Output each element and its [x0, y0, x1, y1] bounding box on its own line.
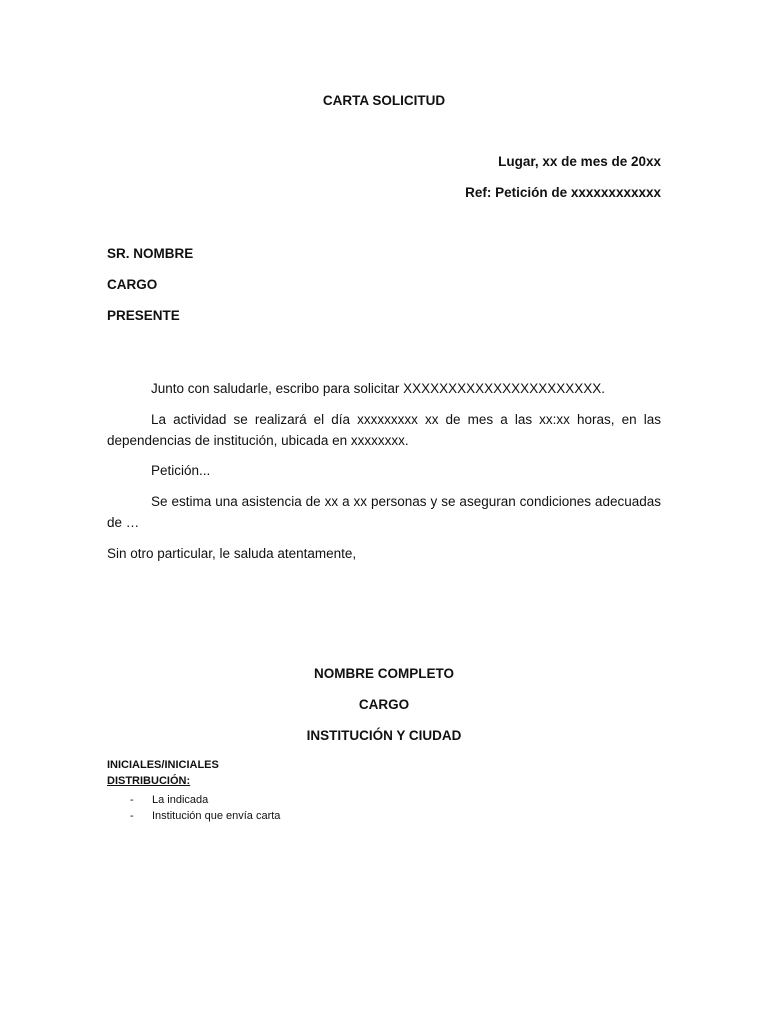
body-paragraph-1: Junto con saludarle, escribo para solicitar XXXXXXXXXXXXXXXXXXXXXX.: [151, 381, 605, 396]
signature-position: CARGO: [358, 697, 410, 712]
closing-line: Sin otro particular, le saluda atentamente,: [107, 546, 357, 561]
initials: INICIALES/INICIALES: [107, 759, 219, 771]
distribution-label: DISTRIBUCIÓN:: [107, 775, 191, 787]
body-paragraph-2: La actividad se realizará el día xxxxxxxxx xx de mes a las xx:xx horas, en las dependencias de institución, ubicada en xxxxxxxx.: [107, 412, 661, 448]
recipient-name: SR. NOMBRE: [107, 246, 194, 261]
recipient-greeting: PRESENTE: [107, 308, 180, 323]
list-bullet: -: [130, 794, 134, 806]
recipient-position: CARGO: [107, 277, 158, 292]
distribution-item: La indicada: [152, 794, 209, 806]
place-date: Lugar, xx de mes de 20xx: [498, 154, 661, 169]
distribution-item: Institución que envía carta: [152, 810, 281, 822]
signature-institution-city: INSTITUCIÓN Y CIUDAD: [306, 728, 462, 743]
list-bullet: -: [130, 810, 134, 822]
letter-title: CARTA SOLICITUD: [322, 93, 446, 108]
signature-full-name: NOMBRE COMPLETO: [313, 666, 454, 681]
body-paragraph-4: Se estima una asistencia de xx a xx personas y se aseguran condiciones adecuadas de …: [107, 494, 661, 530]
body-paragraph-3: Petición...: [151, 463, 211, 478]
reference-line: Ref: Petición de xxxxxxxxxxxx: [465, 185, 661, 200]
